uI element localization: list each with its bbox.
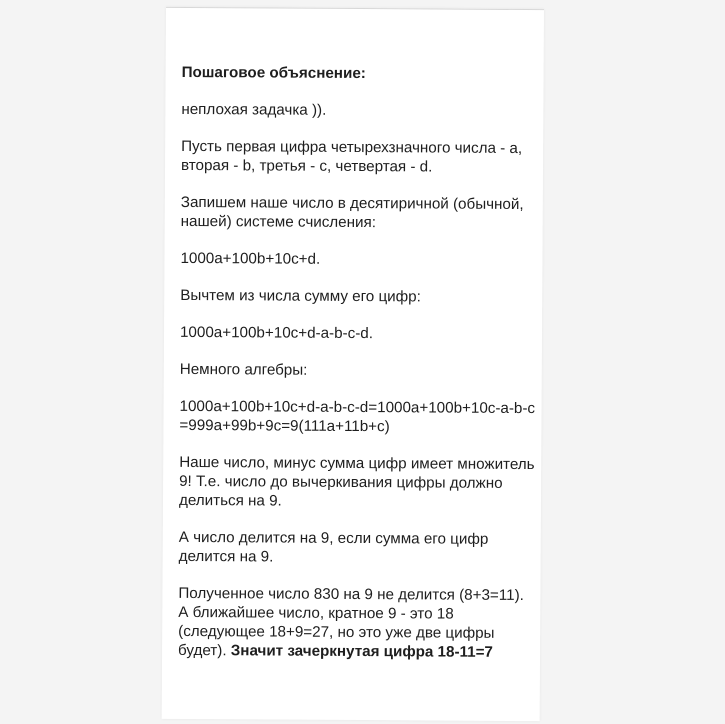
page-top-border xyxy=(166,7,544,10)
paragraph-divisibility: А число делится на 9, если сумма его цифр делится на 9. xyxy=(178,528,489,566)
conclusion-answer: Значит зачеркнутая цифра 18-11=7 xyxy=(230,642,493,661)
document-page xyxy=(162,7,544,721)
paragraph-decimal: Запишем наше число в десятиричной (обычной, нашей) системе счисления: xyxy=(180,193,524,232)
formula-number: 1000a+100b+10c+d. xyxy=(180,249,321,268)
formula-subtract: 1000a+100b+10c+d-a-b-c-d. xyxy=(179,323,374,343)
paragraph-subtract: Вычтем из числа сумму его цифр: xyxy=(180,286,421,306)
paragraph-multiple: Наше число, минус сумма цифр имеет множитель 9! Т.е. число до вычеркивания цифры должно делиться на 9. xyxy=(178,453,535,510)
explanation-text xyxy=(178,63,538,680)
paragraph-intro: неплохая задачка )). xyxy=(181,100,327,119)
paragraph-digits: Пусть первая цифра четырехзначного числа - a, вторая - b, третья - c, четвертая - d. xyxy=(180,137,523,176)
paragraph-algebra: Немного алгебры: xyxy=(179,360,308,379)
formula-algebra: 1000a+100b+10c+d-a-b-c-d=1000a+100b+10c-a-b-c=999a+99b+9c=9(111a+11b+c) xyxy=(179,397,536,436)
heading: Пошаговое объяснение: xyxy=(181,63,366,83)
paragraph-conclusion xyxy=(178,584,534,662)
conclusion-text: Полученное число 830 на 9 не делится (8+3=11). А ближайшее число, кратное 9 - это 18 (следующее 18+9=27, но это уже две цифры будет). xyxy=(178,584,524,660)
